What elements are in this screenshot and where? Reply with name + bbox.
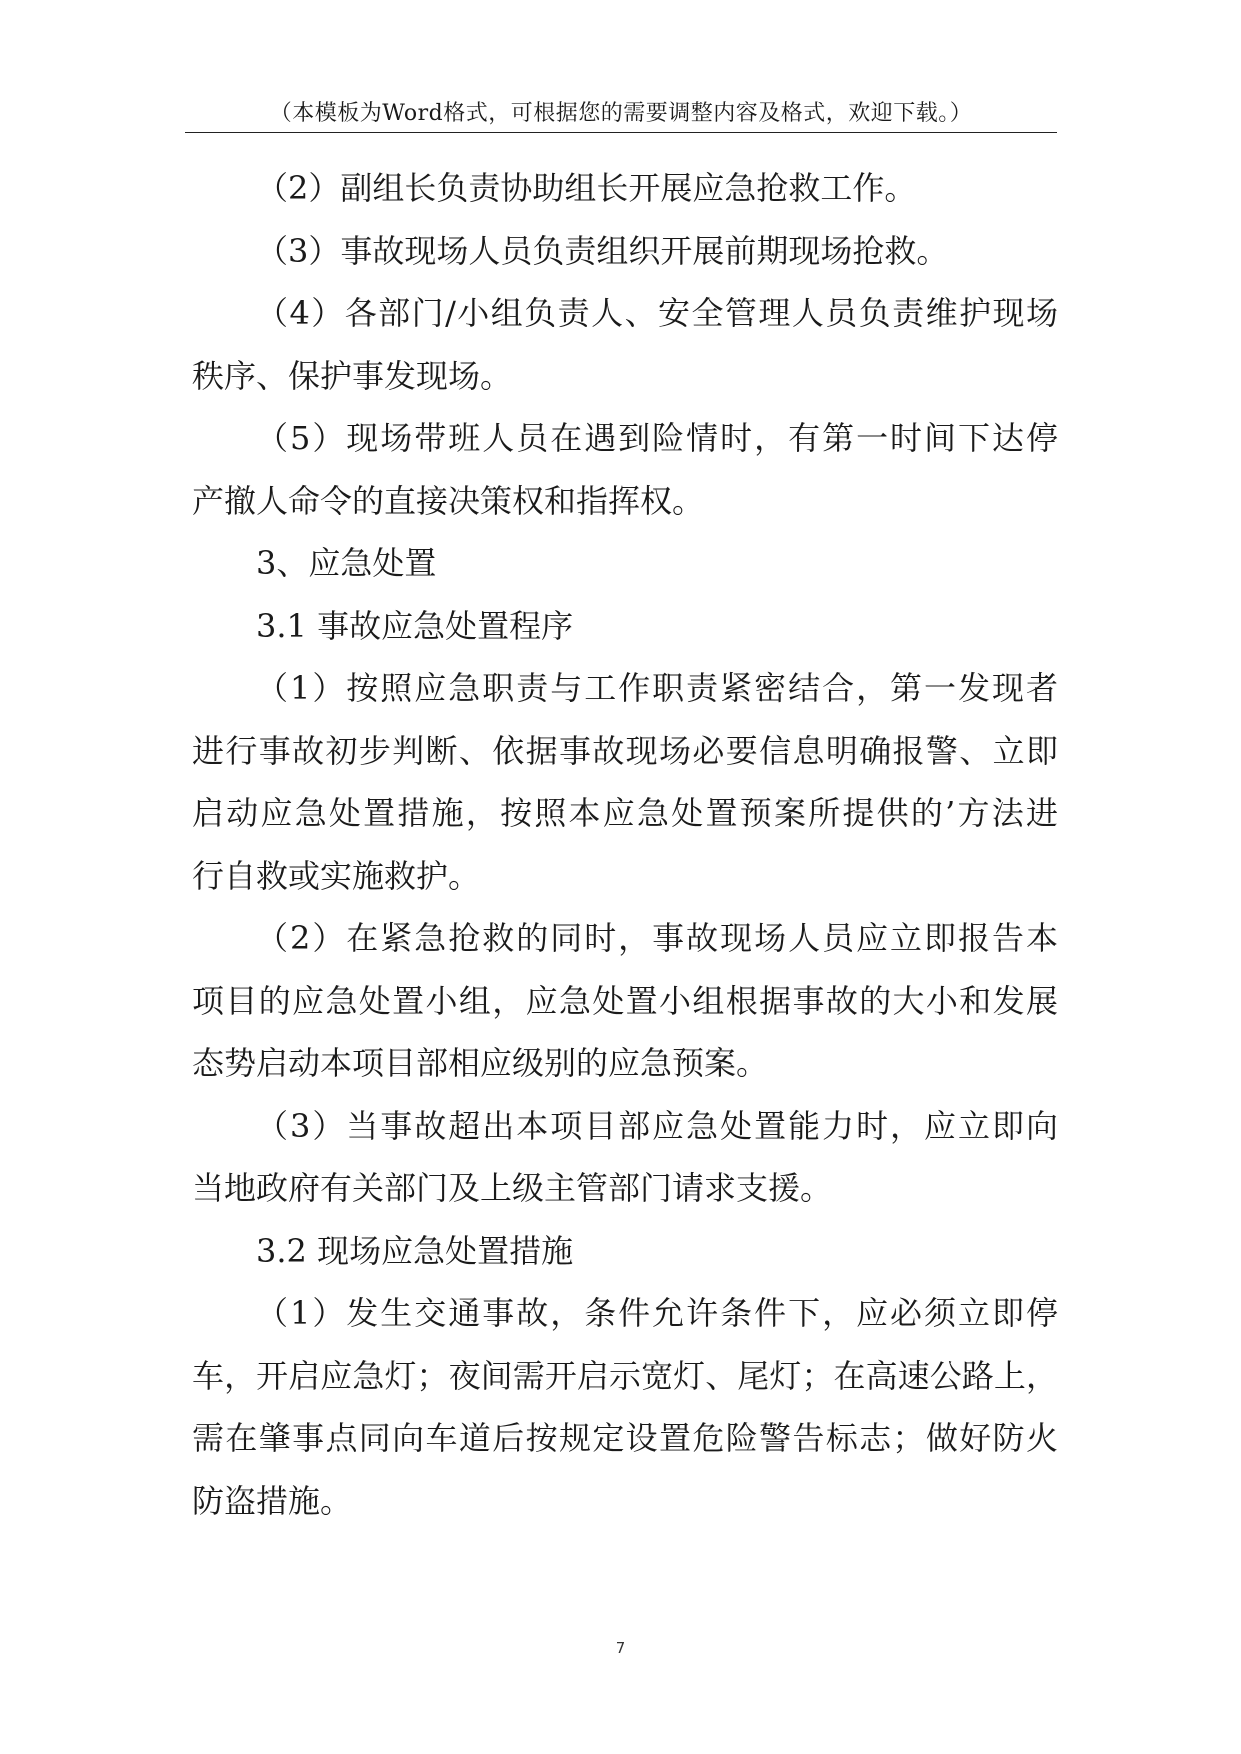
text-line: 项目的应急处置小组，应急处置小组根据事故的大小和发展	[192, 981, 1058, 1020]
subsection-heading: 3.2 现场应急处置措施	[256, 1231, 574, 1270]
text-line: 启动应急处置措施，按照本应急处置预案所提供的’方法进	[192, 794, 1058, 832]
section-heading: 3、应急处置	[256, 544, 437, 582]
text-line: （3）当事故超出本项目部应急处置能力时，应立即向	[256, 1106, 1058, 1145]
page-number: 7	[615, 1639, 626, 1657]
header-divider	[185, 132, 1057, 133]
text-line: （1）发生交通事故，条件允许条件下，应必须立即停	[256, 1294, 1058, 1332]
text-line: 态势启动本项目部相应级别的应急预案。	[192, 1044, 769, 1082]
text-line: 当地政府有关部门及上级主管部门请求支援。	[192, 1169, 833, 1207]
text-line: 需在肇事点同向车道后按规定设置危险警告标志；做好防火	[192, 1419, 1058, 1457]
text-line: （4）各部门/小组负责人、安全管理人员负责维护现场	[256, 294, 1058, 332]
text-line: （5）现场带班人员在遇到险情时，有第一时间下达停	[256, 419, 1058, 457]
page-header: （本模板为Word格式，可根据您的需要调整内容及格式，欢迎下载。）	[269, 101, 973, 126]
text-line: 防盗措施。	[192, 1481, 353, 1520]
text-line: （2）在紧急抢救的同时，事故现场人员应立即报告本	[256, 919, 1058, 957]
subsection-heading: 3.1 事故应急处置程序	[256, 606, 574, 645]
body-text	[192, 157, 1058, 1532]
text-line: 车，开启应急灯；夜间需开启示宽灯、尾灯；在高速公路上，	[192, 1356, 1058, 1395]
text-line: （1）按照应急职责与工作职责紧密结合，第一发现者	[256, 669, 1058, 707]
text-line: 进行事故初步判断、依据事故现场必要信息明确报警、立即	[192, 731, 1058, 770]
text-line: （3）事故现场人员负责组织开展前期现场抢救。	[256, 231, 949, 270]
text-line: 行自救或实施救护。	[192, 856, 481, 895]
text-line: （2）副组长负责协助组长开展应急抢救工作。	[256, 169, 917, 207]
text-line: 产撤人命令的直接决策权和指挥权。	[192, 481, 705, 520]
text-line: 秩序、保护事发现场。	[192, 356, 513, 395]
